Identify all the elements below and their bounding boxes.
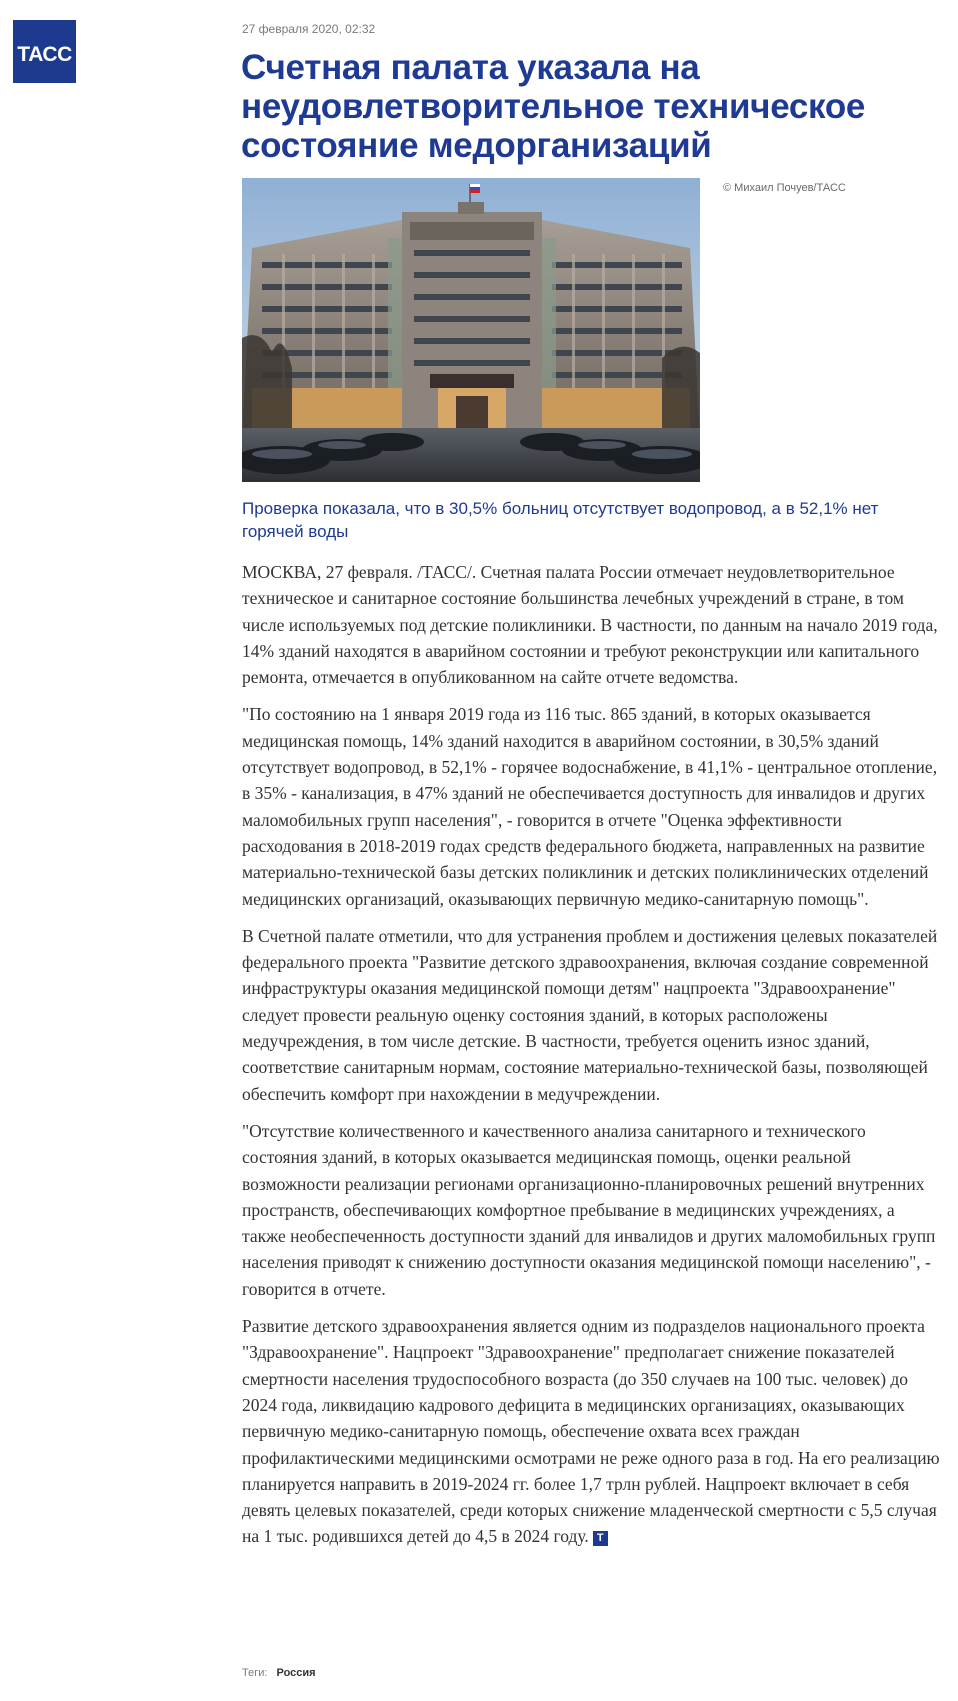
paragraph: "Отсутствие количественного и качественного анализа санитарного и технического состояния зданий, в которых оказывается медицинская помощь, оценки реальной возможности реализации регионами организационно-планировочных решений внутренних пространств, обеспечивающих комфортное пребывание в медицинских учреждениях, а также необеспеченность доступности зданий для инвалидов и других маломобильных групп населения приводят к снижению доступности оказания медицинской помощи населению", - говорится в отчете. bbox=[242, 1120, 936, 1299]
paragraph: "По состоянию на 1 января 2019 года из 116 тыс. 865 зданий, в которых оказывается медицинская помощь, 14% зданий находится в аварийном состоянии, в 30,5% зданий отсутствует водопровод, в 52,1% - горячее водоснабжение, в 41,1% - центральное отопление, в 35% - канализация, в 47% зданий не обеспечивается доступность для инвалидов и других маломобильных групп населения", - говорится в отчете "Оценка эффективности расходования в 2018-2019 годах средств федерального бюджета, направленных на развитие материально-технической базы детских поликлиник и детских поликлинических отделений медицинских организаций, оказывающих первичную медико-санитарную помощь". bbox=[242, 704, 938, 909]
tag-link-russia[interactable]: Россия bbox=[276, 1667, 316, 1679]
tags-row bbox=[242, 1667, 316, 1679]
article-title: Счетная палата указала на неудовлетворительное техническое состояние медорганизаций bbox=[241, 48, 866, 165]
logo-text: ТАСС bbox=[17, 42, 72, 66]
publish-date: 27 февраля 2020, 02:32 bbox=[242, 22, 376, 36]
tags-label: Теги: bbox=[242, 1667, 268, 1679]
tass-t-icon: Т bbox=[593, 1531, 608, 1546]
photo-credit: © Михаил Почуев/ТАСС bbox=[723, 182, 846, 194]
paragraph: Развитие детского здравоохранения является одним из подразделов национального проекта "Здравоохранение". Нацпроект "Здравоохранение" предполагает снижение показателей смертности населения трудоспособного возраста (до 350 случаев на 100 тыс. человек) до 2024 года, ликвидацию кадрового дефицита в медицинских организациях, оказывающих первичную медико-санитарную помощь, обеспечение охвата всех граждан профилактическими медицинскими осмотрами не реже одного раза в год. На его реализацию планируется направить в 2019-2024 гг. более 1,7 трлн рублей. Нацпроект включает в себя девять целевых показателей, среди которых снижение младенческой смертности с 5,5 случая на 1 тыс. родившихся детей до 4,5 в 2024 году. bbox=[242, 1316, 940, 1547]
article-photo bbox=[242, 178, 700, 482]
article-lead: Проверка показала, что в 30,5% больниц отсутствует водопровод, а в 52,1% нет горячей воды bbox=[242, 499, 879, 541]
paragraph: В Счетной палате отметили, что для устранения проблем и достижения целевых показателей федерального проекта "Развитие детского здравоохранения, включая создание современной инфраструктуры оказания медицинской помощи детям" нацпроекта "Здравоохранение" следует провести реальную оценку состояния зданий, в которых расположены медучреждения, в том числе детские. В частности, требуется оценить износ зданий, соответствие санитарным нормам, состояние материально-технической базы, позволяющей обеспечить комфорт при нахождении в медучреждении. bbox=[242, 925, 938, 1104]
tass-logo[interactable] bbox=[13, 20, 76, 83]
paragraph-last bbox=[242, 1313, 942, 1550]
article-body bbox=[242, 559, 942, 1561]
paragraph: МОСКВА, 27 февраля. /ТАСС/. Счетная палата России отмечает неудовлетворительное техническое и санитарное состояние большинства лечебных учреждений в стране, в том числе используемых под детские поликлиники. В частности, по данным на начало 2019 года, 14% зданий находятся в аварийном состоянии и требуют реконструкции или капитального ремонта, отмечается в опубликованном на сайте отчете ведомства. bbox=[242, 562, 938, 688]
